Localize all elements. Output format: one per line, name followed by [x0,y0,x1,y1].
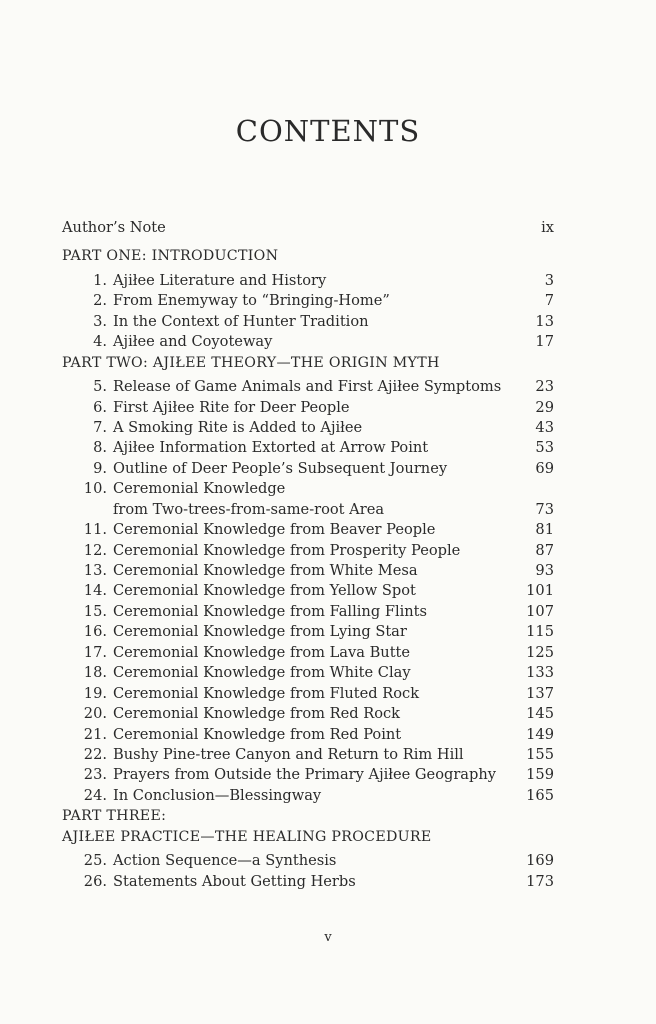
toc-entry[interactable] [62,438,554,458]
entry-page: 81 [535,521,554,539]
entry-page: 3 [544,271,554,289]
entry-number: 13. [83,562,107,579]
toc-entry[interactable] [62,291,554,311]
entry-page: 13 [535,312,554,330]
entry-title: Prayers from Outside the Primary Ajiłee Geography [113,766,496,784]
entry-number: 15. [83,602,107,620]
entry-number: 5. [93,378,107,396]
toc-entry[interactable] [62,377,554,397]
entry-number: 17. [83,643,107,661]
entry-number: 23. [83,766,107,784]
toc-entry[interactable] [62,745,554,765]
entry-page: 155 [526,745,554,763]
toc-entry[interactable] [62,684,554,704]
toc-entry[interactable] [62,602,554,622]
entry-page: 115 [526,623,554,641]
part-two-entries [62,377,554,806]
entry-title: Release of Game Animals and First Ajiłee Symptoms [113,378,502,396]
entry-number: 12. [83,541,107,559]
entry-page: 29 [535,398,554,416]
entry-title: Ceremonial Knowledge from Prosperity People [113,541,461,559]
entry-number: 20. [83,705,107,723]
entry-page: 125 [526,643,554,661]
entry-title: First Ajiłee Rite for Deer People [113,398,350,416]
part-heading-one: PART ONE: INTRODUCTION [62,248,279,265]
page-title: CONTENTS [235,114,421,148]
entry-page: 93 [535,562,554,579]
entry-number: 22. [83,745,107,763]
toc-entry[interactable] [62,561,554,581]
entry-number: 6. [93,398,107,416]
entry-number: 14. [83,582,107,600]
table-of-contents [62,218,554,892]
entry-number: 4. [93,333,107,351]
entry-title: Ceremonial Knowledge from Red Rock [113,705,400,723]
entry-title: Bushy Pine-tree Canyon and Return to Rim Hill [113,745,464,763]
entry-page: 17 [535,333,554,351]
entry-number: 16. [83,623,107,641]
entry-page: 137 [526,684,554,702]
entry-title: A Smoking Rite is Added to Ajiłee [113,418,363,436]
toc-entry[interactable] [62,581,554,601]
entry-number: 8. [93,439,107,457]
toc-entry[interactable] [62,459,554,479]
toc-entry[interactable] [62,851,554,871]
entry-number: 25. [83,852,107,870]
entry-title: From Enemyway to “Bringing-Home” [113,292,390,310]
entry-title: Ceremonial Knowledge from Fluted Rock [113,684,420,702]
entry-number: 26. [83,872,107,890]
entry-page: 165 [526,786,554,804]
toc-entry[interactable] [62,479,554,499]
entry-title: Author’s Note [62,219,166,236]
entry-page: 53 [535,439,554,457]
entry-title: In the Context of Hunter Tradition [113,312,369,330]
entry-title: from Two-trees-from-same-root Area [113,500,385,518]
entry-title: Ceremonial Knowledge from Falling Flints [113,602,428,620]
entry-number: 10. [83,480,107,498]
entry-page: 101 [526,582,554,600]
toc-entry-authors-note[interactable] [62,218,554,238]
toc-entry-continuation[interactable] [62,500,554,520]
entry-number: 1. [93,271,107,289]
toc-entry[interactable] [62,541,554,561]
toc-entry[interactable] [62,725,554,745]
toc-entry[interactable] [62,520,554,540]
entry-page: 159 [526,766,554,784]
entry-title: Statements About Getting Herbs [113,872,356,890]
entry-title: Action Sequence—a Synthesis [113,852,337,870]
toc-entry[interactable] [62,643,554,663]
toc-entry[interactable] [62,663,554,683]
toc-entry[interactable] [62,765,554,785]
entry-number: 18. [83,664,107,682]
entry-number: 24. [83,786,107,804]
entry-title: Ceremonial Knowledge from Beaver People [113,521,436,539]
entry-page: 7 [544,292,554,310]
entry-title: Outline of Deer People’s Subsequent Journey [113,459,448,477]
entry-page: 73 [535,500,554,518]
toc-entry[interactable] [62,332,554,352]
entry-page: 149 [526,725,554,743]
entry-title: Ceremonial Knowledge from White Mesa [113,562,418,579]
toc-entry[interactable] [62,704,554,724]
part-heading-two: PART TWO: AJIŁEE THEORY—THE ORIGIN MYTH [62,354,440,371]
entry-number: 19. [83,684,107,702]
part-three-entries [62,851,554,892]
entry-page: 133 [526,664,554,682]
entry-title: Ceremonial Knowledge from Red Point [113,725,402,743]
entry-title: Ajiłee Information Extorted at Arrow Point [113,439,429,457]
entry-number: 9. [93,459,107,477]
entry-number: 7. [93,418,107,436]
part-heading-three-subtitle: AJIŁEE PRACTICE—THE HEALING PROCEDURE [62,828,432,845]
entry-title: Ceremonial Knowledge from Yellow Spot [113,582,416,600]
toc-entry[interactable] [62,398,554,418]
toc-entry[interactable] [62,418,554,438]
part-one-entries [62,271,554,353]
entry-page: 69 [535,459,554,477]
toc-entry[interactable] [62,312,554,332]
page-number: v [324,930,332,945]
entry-number: 21. [83,725,107,743]
entry-page: 87 [535,541,554,559]
entry-title: Ceremonial Knowledge from Lying Star [113,623,407,641]
toc-entry[interactable] [62,786,554,806]
entry-title: Ceremonial Knowledge [113,480,286,498]
toc-entry[interactable] [62,872,554,892]
entry-number: 2. [93,292,107,310]
entry-number: 3. [93,312,107,330]
entry-page: 23 [535,378,554,396]
toc-entry[interactable] [62,622,554,642]
entry-title: Ajiłee Literature and History [113,271,327,289]
part-heading-three: PART THREE: [62,808,167,825]
entry-page: 145 [526,705,554,723]
entry-number: 11. [83,521,107,539]
entry-title: Ceremonial Knowledge from White Clay [113,664,411,682]
entry-page: 169 [526,852,554,870]
entry-title: In Conclusion—Blessingway [113,786,322,804]
entry-page: 173 [526,872,554,890]
entry-page: 107 [526,602,554,620]
entry-title: Ajiłee and Coyoteway [113,333,273,351]
entry-page: 43 [535,418,554,436]
toc-entry[interactable] [62,271,554,291]
entry-page: ix [541,219,554,236]
entry-title: Ceremonial Knowledge from Lava Butte [113,643,411,661]
